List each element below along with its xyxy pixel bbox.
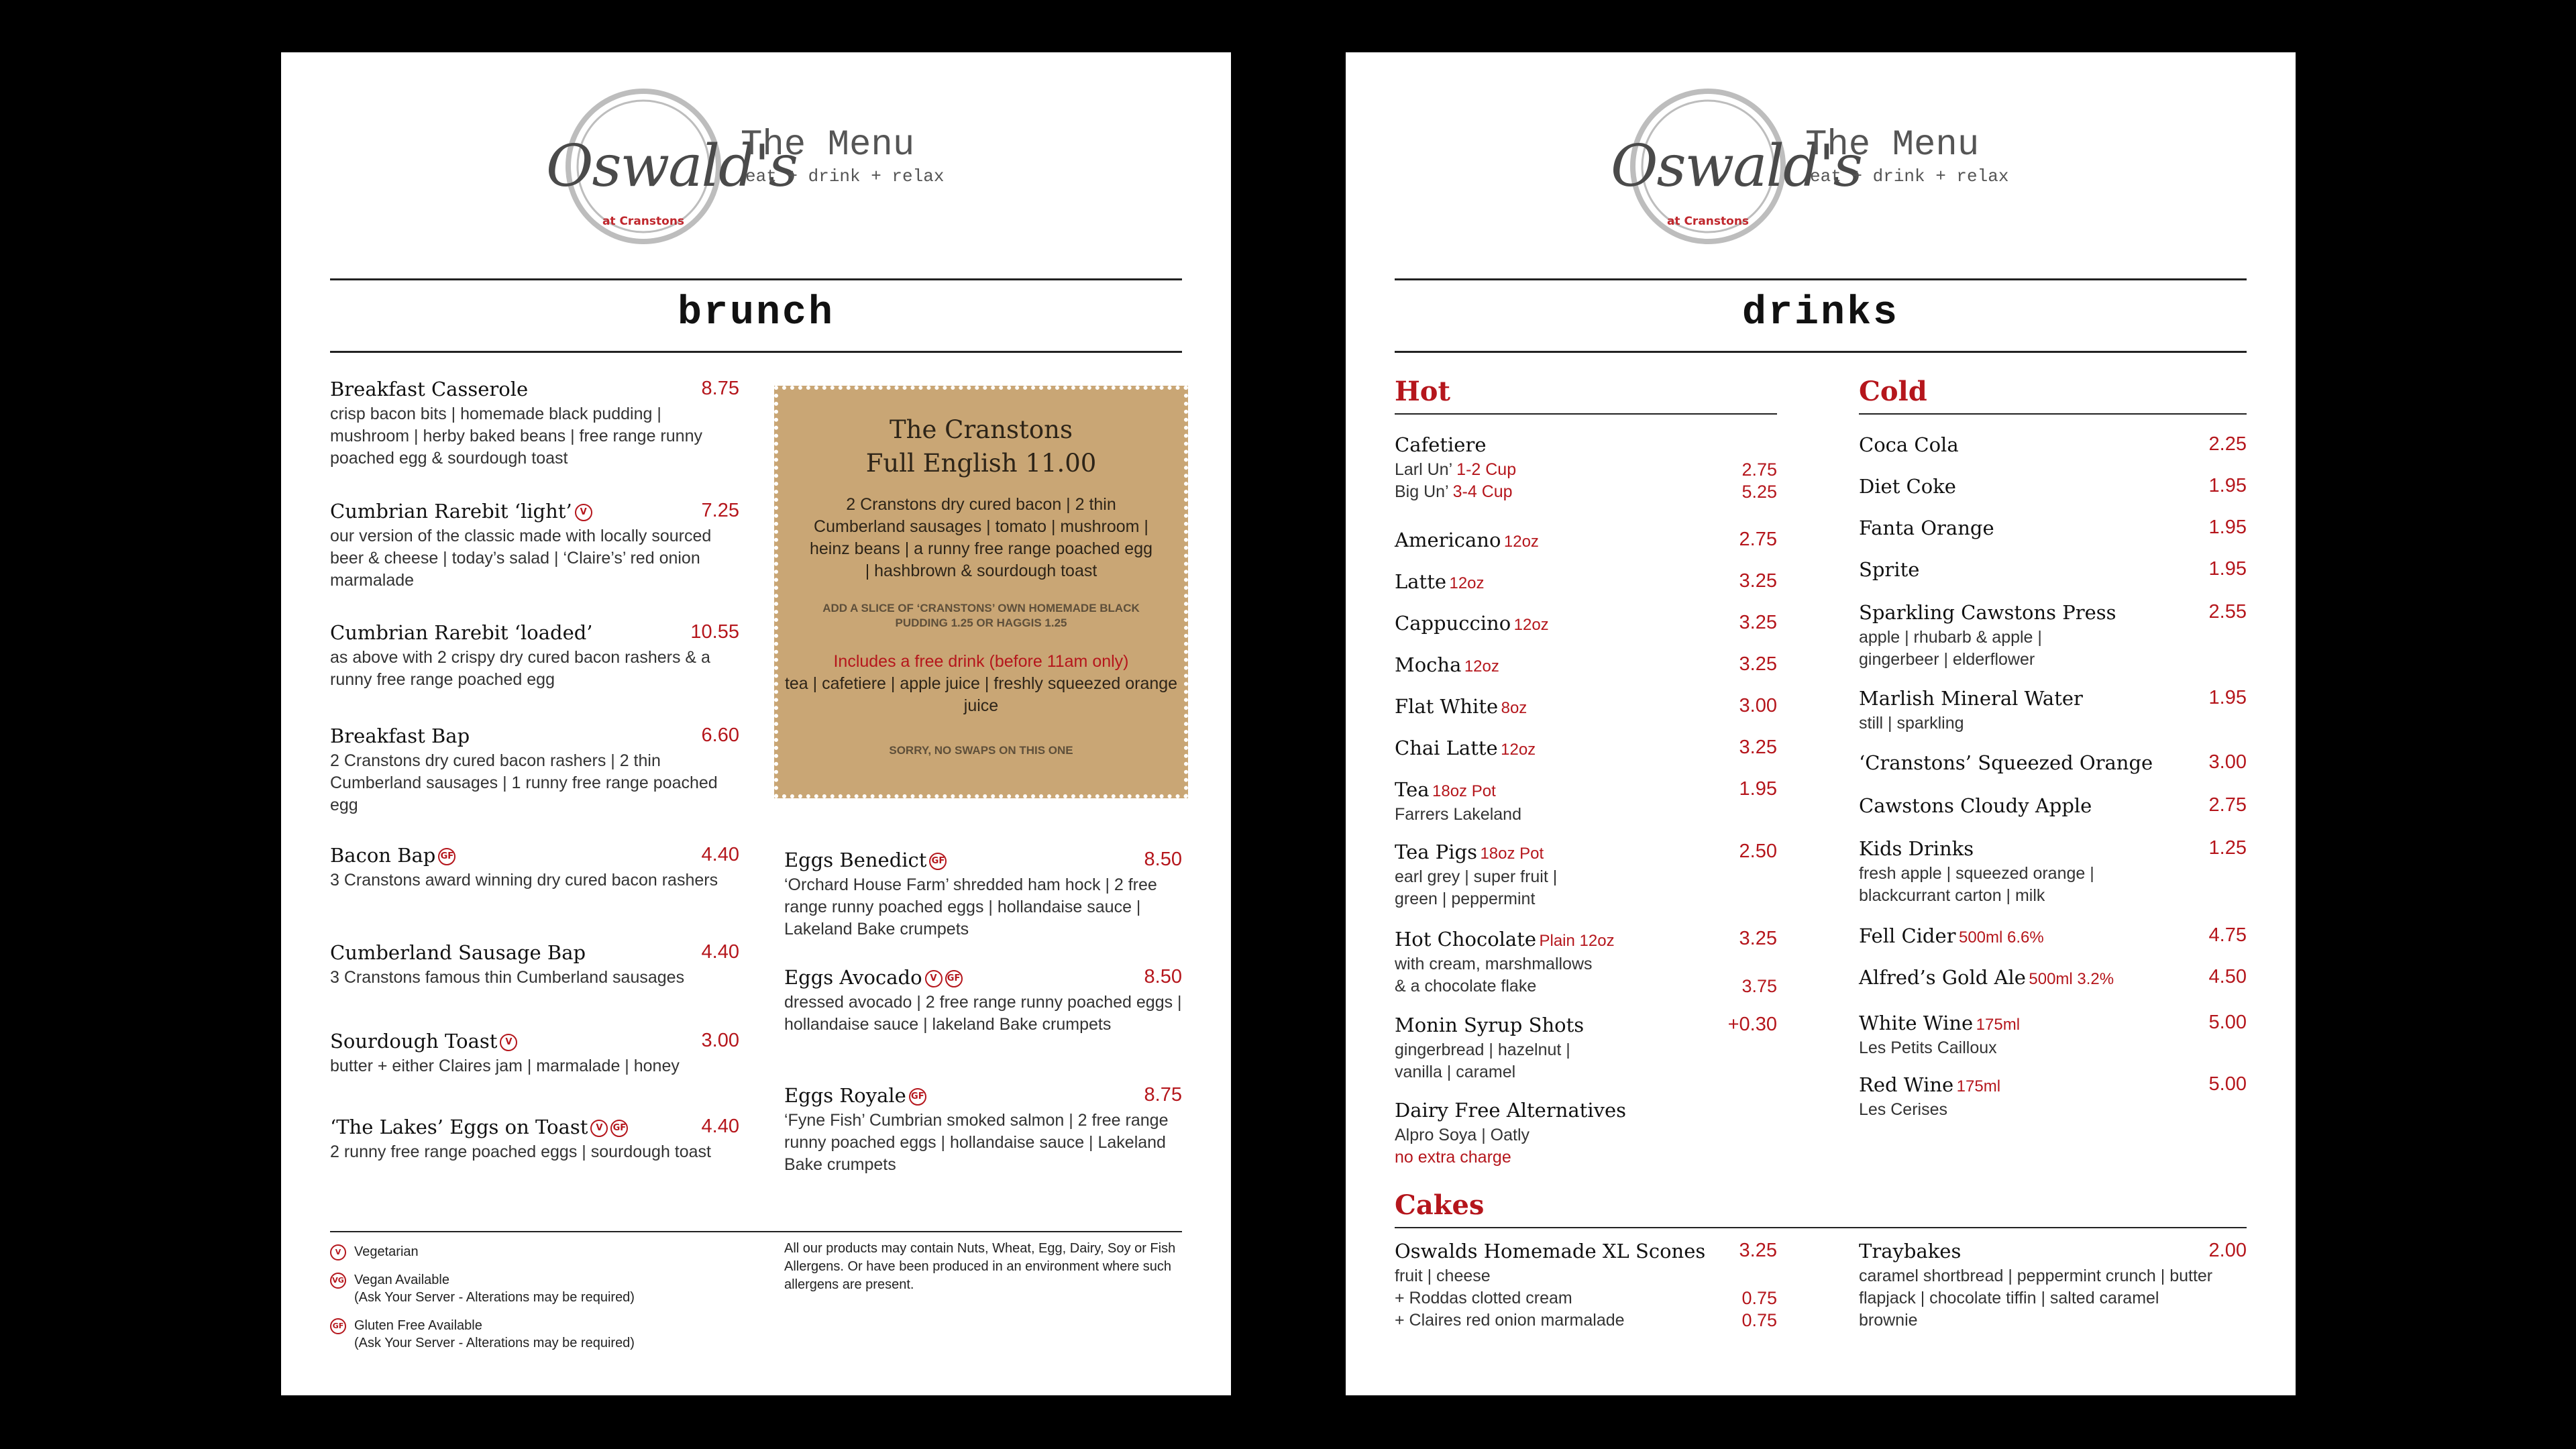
drink-item bbox=[1395, 928, 1777, 998]
divider bbox=[1395, 278, 2247, 280]
item-desc: as above with 2 crispy dry cured bacon rashers & a runny free range poached egg bbox=[330, 648, 710, 689]
item-name: Alfred’s Gold Ale bbox=[1859, 966, 2026, 989]
menu-tagline: eat + drink + relax bbox=[745, 166, 945, 186]
item-size: 500ml 6.6% bbox=[1958, 928, 2044, 947]
menu-item bbox=[784, 1084, 1182, 1176]
item-size: 500ml 3.2% bbox=[2029, 970, 2114, 988]
item-name: Hot Chocolate bbox=[1395, 928, 1537, 951]
item-name: Sprite bbox=[1859, 558, 1920, 581]
section-title: brunch bbox=[677, 290, 835, 336]
item-name: Red Wine bbox=[1859, 1073, 1954, 1096]
oswalds-logo bbox=[546, 86, 797, 247]
item-name: Kids Drinks bbox=[1859, 837, 1974, 860]
option-label: + Claires red onion marmalade bbox=[1395, 1311, 1625, 1330]
menu-title: The Menu bbox=[741, 125, 915, 166]
divider bbox=[1395, 1227, 2247, 1228]
item-price: 3.75 bbox=[1741, 976, 1777, 996]
gluten-free-icon: GF bbox=[610, 1120, 628, 1137]
legend-vegetarian: Vegetarian bbox=[354, 1244, 419, 1259]
hot-heading: Hot bbox=[1395, 376, 1450, 407]
item-option bbox=[1395, 1287, 1777, 1309]
section-title: drinks bbox=[1741, 290, 1900, 336]
divider bbox=[1395, 351, 2247, 353]
item-size: 18oz Pot bbox=[1480, 845, 1544, 863]
item-price: 5.25 bbox=[1741, 482, 1777, 502]
item-name: Eggs Royale bbox=[784, 1084, 906, 1107]
drink-item bbox=[1859, 837, 2247, 907]
logo-name: Oswald's bbox=[1611, 133, 1862, 200]
full-english-feature bbox=[774, 386, 1188, 798]
drink-item bbox=[1859, 966, 2247, 989]
item-name: Cafetiere bbox=[1395, 433, 1487, 456]
option-label: + Roddas clotted cream bbox=[1395, 1289, 1572, 1307]
drink-item bbox=[1859, 924, 2247, 947]
item-price: 4.50 bbox=[2208, 966, 2247, 987]
item-name: Marlish Mineral Water bbox=[1859, 687, 2083, 710]
item-name: Latte bbox=[1395, 570, 1447, 593]
drink-item bbox=[1859, 558, 2247, 581]
item-price: 4.40 bbox=[701, 1116, 739, 1137]
item-price: 2.75 bbox=[1741, 460, 1777, 480]
item-desc: with cream, marshmallows bbox=[1395, 955, 1593, 973]
legend-gluten-free: Gluten Free Available bbox=[354, 1318, 482, 1333]
item-name: Tea bbox=[1395, 778, 1430, 801]
item-size: 175ml bbox=[1976, 1016, 2021, 1034]
item-name: Breakfast Bap bbox=[330, 724, 470, 747]
item-size: 175ml bbox=[1956, 1077, 2001, 1095]
drink-item bbox=[1395, 529, 1777, 551]
menu-item bbox=[330, 500, 739, 592]
item-price: 1.25 bbox=[2208, 837, 2247, 859]
item-option bbox=[1395, 481, 1777, 503]
item-price: 2.50 bbox=[1739, 841, 1777, 862]
item-desc: Les Petits Cailloux bbox=[1859, 1038, 1997, 1057]
cakes-heading: Cakes bbox=[1395, 1189, 1485, 1221]
item-desc: 3 Cranstons award winning dry cured bacon rashers bbox=[330, 871, 718, 890]
menu-item bbox=[330, 378, 739, 470]
item-price: 2.75 bbox=[1739, 529, 1777, 550]
gluten-free-icon: GF bbox=[438, 848, 455, 865]
item-desc: still | sparkling bbox=[1859, 714, 1964, 733]
item-desc: Farrers Lakeland bbox=[1395, 805, 1521, 824]
feature-offer-items: tea | cafetiere | apple juice | freshly squeezed orange juice bbox=[784, 674, 1178, 715]
item-name: Sparkling Cawstons Press bbox=[1859, 601, 2116, 624]
item-name: Monin Syrup Shots bbox=[1395, 1014, 1585, 1036]
item-name: Diet Coke bbox=[1859, 475, 1956, 498]
drink-item bbox=[1859, 433, 2247, 456]
item-desc: butter + either Claires jam | marmalade | honey bbox=[330, 1057, 680, 1075]
logo-name: Oswald's bbox=[546, 133, 797, 200]
oswalds-logo bbox=[1611, 86, 1862, 247]
feature-desc: 2 Cranstons dry cured bacon | 2 thin Cumberland sausages | tomato | mushroom | heinz beans | a runny free range poached egg | hashbrown & sourdough toast bbox=[809, 495, 1153, 580]
item-price: 3.25 bbox=[1739, 612, 1777, 633]
item-name: Tea Pigs bbox=[1395, 841, 1477, 863]
divider bbox=[1859, 413, 2247, 415]
item-name: Coca Cola bbox=[1859, 433, 1959, 456]
feature-swap-note: SORRY, NO SWAPS ON THIS ONE bbox=[889, 744, 1073, 757]
item-note: no extra charge bbox=[1395, 1148, 1511, 1167]
option-label: & a chocolate flake bbox=[1395, 977, 1537, 996]
item-name: Breakfast Casserole bbox=[330, 378, 529, 400]
drink-item bbox=[1859, 1012, 2247, 1059]
item-size: 12oz bbox=[1449, 574, 1485, 592]
item-price: 0.75 bbox=[1741, 1310, 1777, 1330]
item-price: 8.75 bbox=[1144, 1084, 1182, 1106]
item-name: Eggs Avocado bbox=[784, 966, 922, 989]
item-name: Oswalds Homemade XL Scones bbox=[1395, 1240, 1706, 1263]
item-price: 7.25 bbox=[701, 500, 739, 521]
item-price: 3.25 bbox=[1739, 737, 1777, 758]
item-desc: Alpro Soya | Oatly bbox=[1395, 1126, 1530, 1144]
menu-item bbox=[784, 849, 1182, 941]
item-desc: fruit | cheese bbox=[1395, 1267, 1491, 1285]
menu-item bbox=[330, 724, 739, 816]
item-name: White Wine bbox=[1859, 1012, 1974, 1034]
feature-title bbox=[778, 413, 1184, 480]
menu-item bbox=[330, 844, 739, 892]
logo-sub: at Cranstons bbox=[1666, 215, 1750, 228]
item-desc: Les Cerises bbox=[1859, 1100, 1947, 1119]
cold-heading: Cold bbox=[1859, 376, 1927, 407]
item-name: Fanta Orange bbox=[1859, 517, 1994, 539]
item-price: 2.75 bbox=[2208, 794, 2247, 816]
feature-title-line1: The Cranstons bbox=[889, 415, 1073, 444]
item-price: 3.00 bbox=[2208, 751, 2247, 773]
drink-item bbox=[1395, 1014, 1777, 1083]
option-size: 3-4 Cup bbox=[1452, 482, 1513, 501]
drink-item bbox=[1859, 1073, 2247, 1121]
brunch-menu-page bbox=[281, 52, 1231, 1395]
gluten-free-icon: GF bbox=[945, 970, 963, 987]
item-price: 10.55 bbox=[690, 621, 739, 643]
item-name: Cumbrian Rarebit ‘light’ bbox=[330, 500, 572, 523]
cake-item bbox=[1859, 1240, 2247, 1332]
item-price: 6.60 bbox=[701, 724, 739, 746]
item-price: +0.30 bbox=[1727, 1014, 1777, 1035]
drinks-menu-page bbox=[1346, 52, 2296, 1395]
item-price: 3.25 bbox=[1739, 570, 1777, 592]
item-price: 0.75 bbox=[1741, 1288, 1777, 1308]
item-desc: gingerbread | hazelnut | vanilla | caramel bbox=[1395, 1040, 1570, 1081]
drink-item bbox=[1859, 751, 2247, 774]
menu-item bbox=[330, 941, 739, 989]
legend-vegan-note: (Ask Your Server - Alterations may be required) bbox=[354, 1290, 635, 1305]
option-size: 1-2 Cup bbox=[1456, 460, 1517, 479]
item-price: 1.95 bbox=[2208, 687, 2247, 708]
item-price: 3.25 bbox=[1739, 1240, 1777, 1261]
item-desc: crisp bacon bits | homemade black pudding | mushroom | herby baked beans | free range runny poached egg & sourdough toast bbox=[330, 405, 702, 468]
item-name: Eggs Benedict bbox=[784, 849, 927, 871]
item-price: 8.50 bbox=[1144, 849, 1182, 870]
item-desc: ‘Fyne Fish’ Cumbrian smoked salmon | 2 free range runny poached eggs | hollandaise sauce | Lakeland Bake crumpets bbox=[784, 1111, 1169, 1174]
menu-item bbox=[330, 1030, 739, 1077]
vegetarian-icon: V bbox=[590, 1120, 608, 1137]
item-name: Cumbrian Rarebit ‘loaded’ bbox=[330, 621, 593, 644]
gluten-free-icon: GF bbox=[929, 853, 947, 870]
item-option bbox=[1395, 1309, 1777, 1332]
item-price: 1.95 bbox=[2208, 558, 2247, 580]
drink-item bbox=[1395, 653, 1777, 676]
cake-item bbox=[1395, 1240, 1777, 1332]
item-name: Americano bbox=[1395, 529, 1501, 551]
item-desc: earl grey | super fruit | green | peppermint bbox=[1395, 867, 1558, 908]
item-price: 2.55 bbox=[2208, 601, 2247, 623]
item-price: 3.00 bbox=[701, 1030, 739, 1051]
drink-item bbox=[1395, 612, 1777, 635]
item-desc: ‘Orchard House Farm’ shredded ham hock | 2 free range runny poached eggs | hollandaise sauce | Lakeland Bake crumpets bbox=[784, 875, 1157, 938]
item-price: 5.00 bbox=[2208, 1012, 2247, 1033]
item-price: 5.00 bbox=[2208, 1073, 2247, 1095]
item-name: Fell Cider bbox=[1859, 924, 1956, 947]
option-label: Larl Un’ bbox=[1395, 460, 1452, 479]
drink-item bbox=[1859, 517, 2247, 539]
drink-item bbox=[1395, 1099, 1777, 1169]
item-size: Plain 12oz bbox=[1539, 932, 1615, 950]
item-name: ‘The Lakes’ Eggs on Toast bbox=[330, 1116, 588, 1138]
item-name: Traybakes bbox=[1859, 1240, 1962, 1263]
item-price: 2.25 bbox=[2208, 433, 2247, 455]
dietary-legend bbox=[330, 1243, 733, 1352]
item-name: Cappuccino bbox=[1395, 612, 1511, 635]
item-price: 3.00 bbox=[1739, 695, 1777, 716]
gluten-free-icon: GF bbox=[909, 1088, 926, 1106]
gluten-free-icon: GF bbox=[330, 1318, 346, 1334]
menu-item bbox=[330, 1116, 739, 1163]
item-name: Flat White bbox=[1395, 695, 1499, 718]
item-desc: caramel shortbread | peppermint crunch | butter flapjack | chocolate tiffin | salted caramel brownie bbox=[1859, 1267, 2213, 1330]
item-name: Dairy Free Alternatives bbox=[1395, 1099, 1627, 1122]
item-price: 1.95 bbox=[2208, 517, 2247, 538]
item-size: 12oz bbox=[1501, 741, 1536, 759]
vegetarian-icon: V bbox=[925, 970, 943, 987]
divider bbox=[330, 351, 1182, 353]
item-desc: apple | rhubarb & apple | gingerbeer | elderflower bbox=[1859, 628, 2042, 669]
menu-item bbox=[330, 621, 739, 691]
item-price: 1.95 bbox=[2208, 475, 2247, 496]
drink-item bbox=[1395, 737, 1777, 759]
feature-offer: Includes a free drink (before 11am only) bbox=[833, 652, 1129, 671]
divider bbox=[330, 1231, 1182, 1232]
drink-item bbox=[1395, 695, 1777, 718]
item-name: Cawstons Cloudy Apple bbox=[1859, 794, 2092, 817]
menu-item bbox=[784, 966, 1182, 1036]
item-size: 8oz bbox=[1501, 699, 1527, 717]
vegan-icon: VG bbox=[330, 1273, 346, 1289]
option-label: Big Un’ bbox=[1395, 482, 1448, 501]
legend-gluten-free-note: (Ask Your Server - Alterations may be required) bbox=[354, 1336, 635, 1350]
item-option bbox=[1395, 459, 1777, 481]
feature-note: ADD A SLICE OF ‘CRANSTONS’ OWN HOMEMADE BLACK PUDDING 1.25 OR HAGGIS 1.25 bbox=[822, 602, 1140, 629]
menu-tagline: eat + drink + relax bbox=[1810, 166, 2009, 186]
item-size: 12oz bbox=[1503, 533, 1539, 551]
item-size: 12oz bbox=[1513, 616, 1549, 634]
drink-item bbox=[1395, 778, 1777, 826]
item-price: 3.25 bbox=[1739, 653, 1777, 675]
item-name: Mocha bbox=[1395, 653, 1462, 676]
item-name: Bacon Bap bbox=[330, 844, 436, 867]
item-name: Sourdough Toast bbox=[330, 1030, 498, 1053]
item-price: 8.50 bbox=[1144, 966, 1182, 987]
vegetarian-icon: V bbox=[500, 1034, 517, 1051]
item-size: 12oz bbox=[1464, 657, 1499, 676]
logo-sub: at Cranstons bbox=[602, 215, 685, 228]
item-price: 2.00 bbox=[2208, 1240, 2247, 1261]
item-price: 8.75 bbox=[701, 378, 739, 399]
item-desc: 2 runny free range poached eggs | sourdough toast bbox=[330, 1142, 712, 1161]
drink-item bbox=[1859, 475, 2247, 498]
item-desc: dressed avocado | 2 free range runny poached eggs | hollandaise sauce | lakeland Bake crumpets bbox=[784, 993, 1182, 1034]
drink-item bbox=[1395, 433, 1777, 503]
drink-item bbox=[1395, 841, 1777, 910]
item-name: Chai Latte bbox=[1395, 737, 1498, 759]
item-price: 4.75 bbox=[2208, 924, 2247, 946]
item-option bbox=[1395, 975, 1777, 998]
item-name: Cumberland Sausage Bap bbox=[330, 941, 586, 964]
item-price: 3.25 bbox=[1739, 928, 1777, 949]
divider bbox=[330, 278, 1182, 280]
drink-item bbox=[1395, 570, 1777, 593]
item-price: 1.95 bbox=[1739, 778, 1777, 800]
item-desc: 3 Cranstons famous thin Cumberland sausages bbox=[330, 968, 685, 987]
item-price: 4.40 bbox=[701, 941, 739, 963]
item-desc: 2 Cranstons dry cured bacon rashers | 2 thin Cumberland sausages | 1 runny free range poached egg bbox=[330, 751, 718, 814]
item-price: 4.40 bbox=[701, 844, 739, 865]
drink-item bbox=[1859, 601, 2247, 671]
drink-item bbox=[1859, 687, 2247, 735]
legend-vegan: Vegan Available bbox=[354, 1273, 449, 1287]
feature-title-line2: Full English 11.00 bbox=[865, 449, 1097, 478]
allergen-notice: All our products may contain Nuts, Wheat, Egg, Dairy, Soy or Fish Allergens. Or have been produced in an environment where such allergens are present. bbox=[784, 1241, 1176, 1292]
item-desc: fresh apple | squeezed orange | blackcurrant carton | milk bbox=[1859, 864, 2094, 905]
item-desc: our version of the classic made with locally sourced beer & cheese | today’s salad | ‘Claire’s’ red onion marmalade bbox=[330, 527, 712, 590]
vegetarian-icon: V bbox=[330, 1244, 346, 1260]
vegetarian-icon: V bbox=[575, 504, 592, 521]
item-size: 18oz Pot bbox=[1432, 782, 1496, 800]
item-name: ‘Cranstons’ Squeezed Orange bbox=[1859, 751, 2153, 774]
drink-item bbox=[1859, 794, 2247, 817]
menu-title: The Menu bbox=[1805, 125, 1980, 166]
divider bbox=[1395, 413, 1777, 415]
